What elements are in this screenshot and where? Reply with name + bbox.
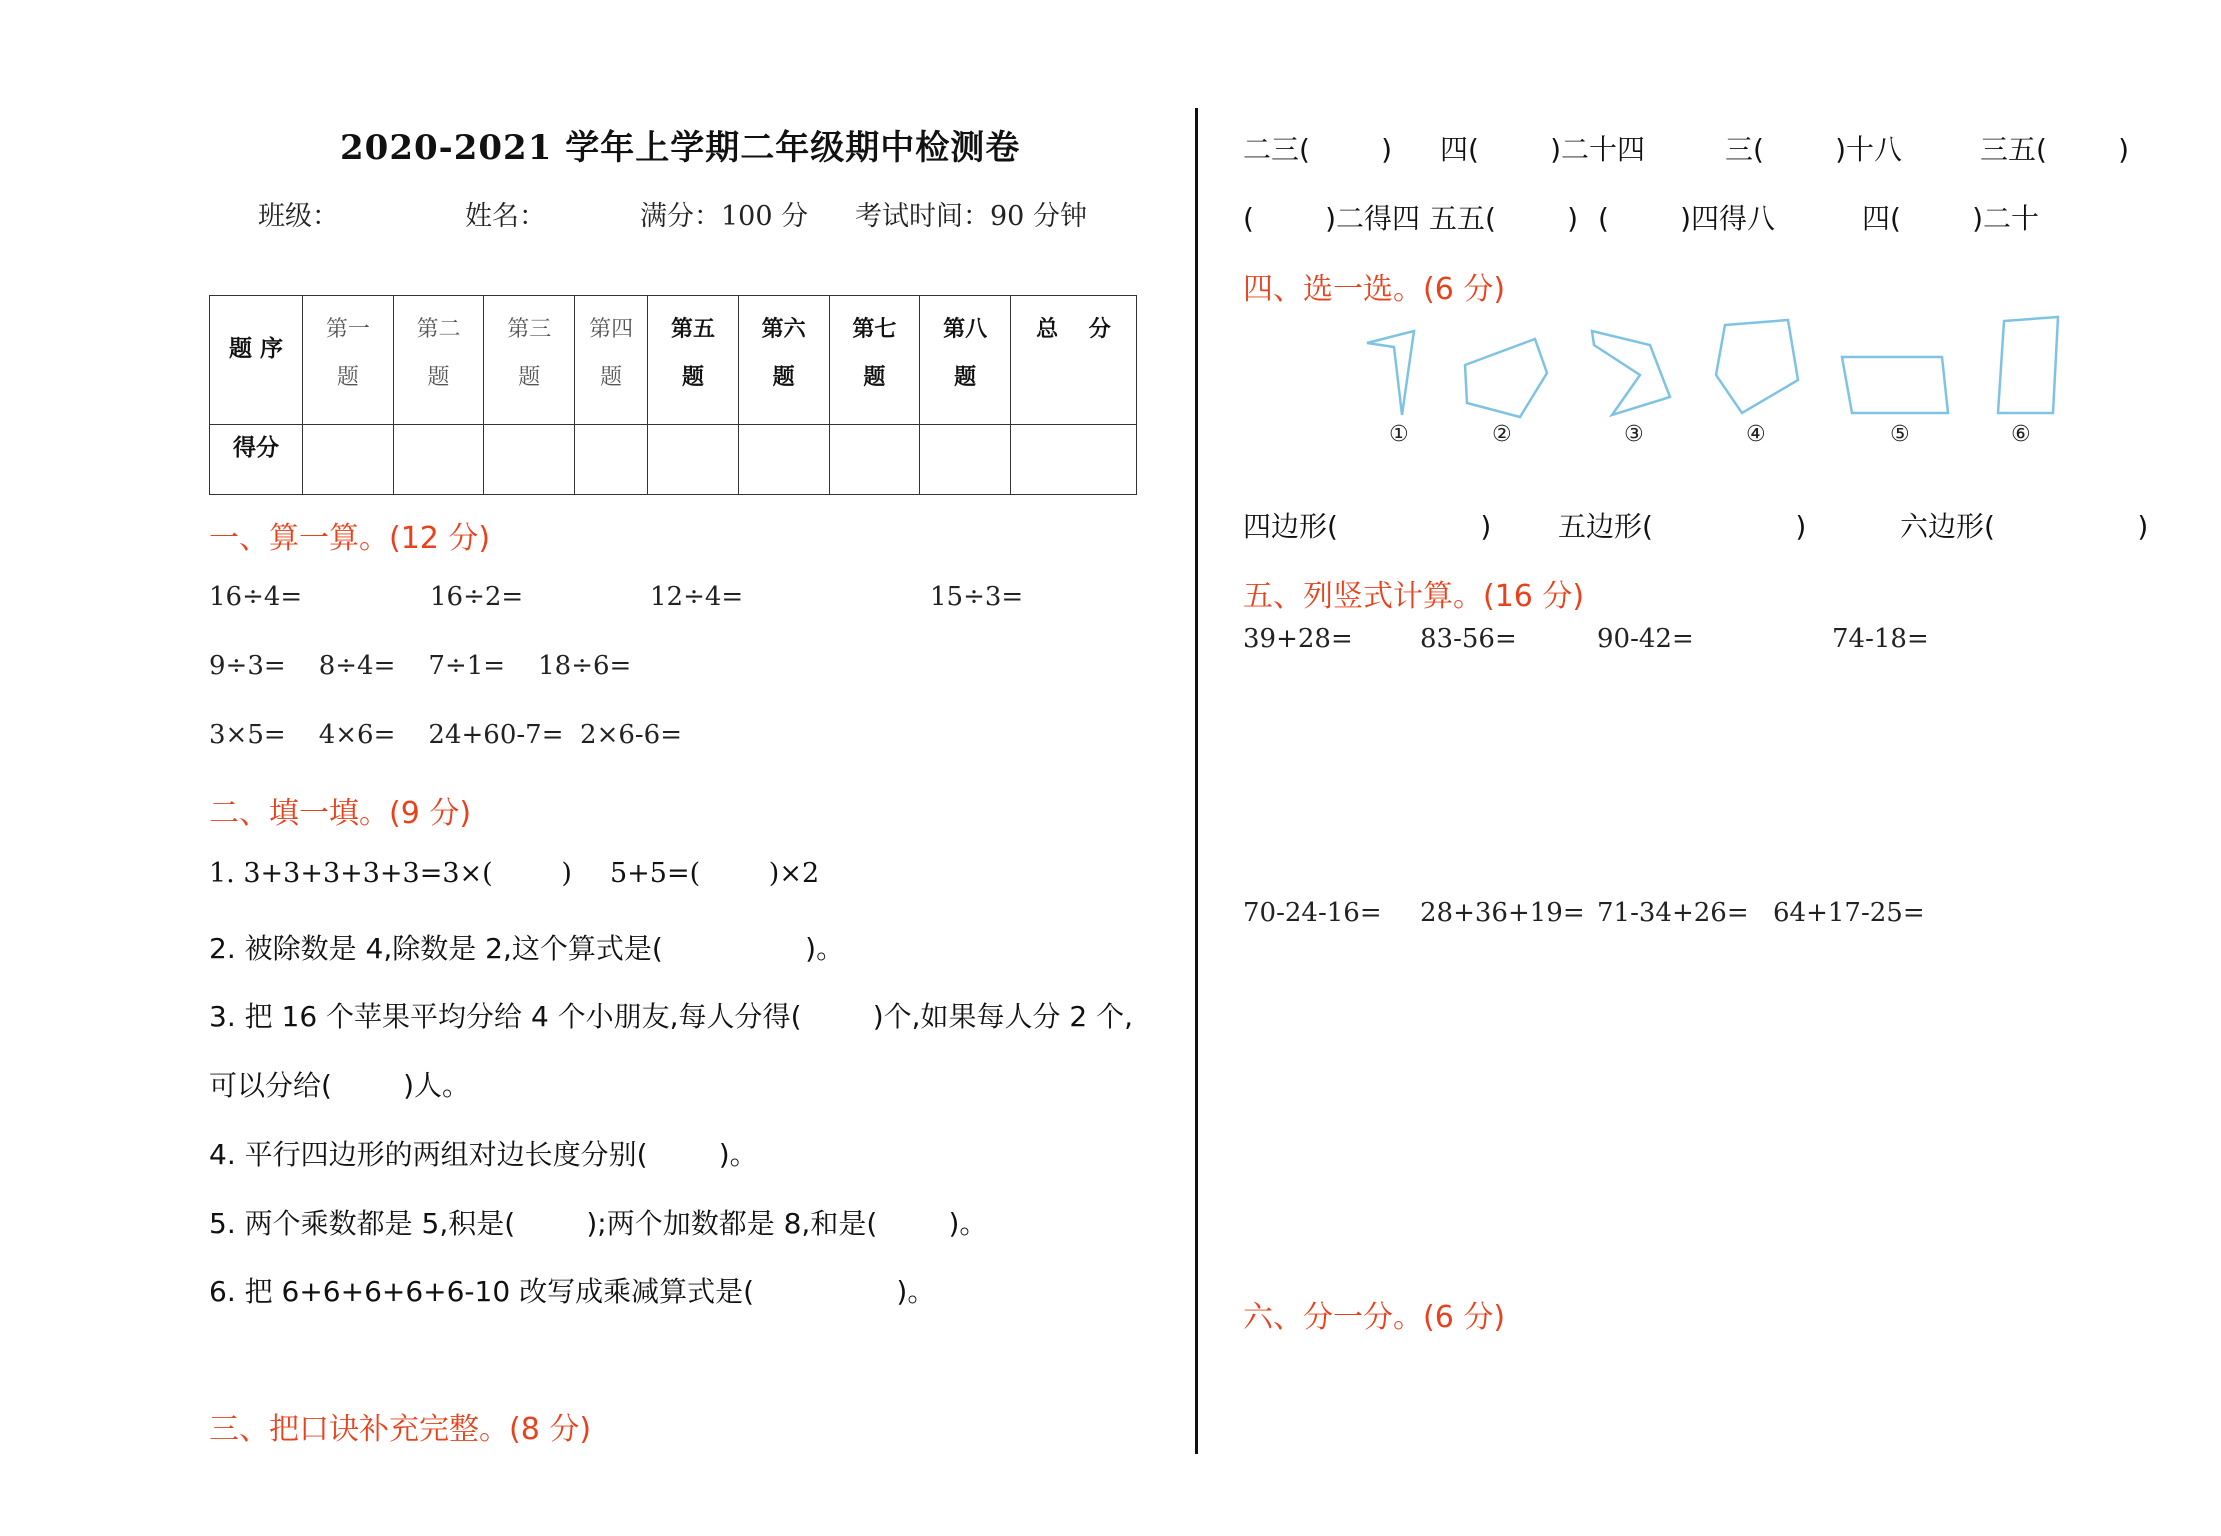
col-4: 第四 题 [575,296,648,425]
answer-pentagon: 五边形( ) [1558,510,1807,543]
vertical-calc-item: 28+36+19= [1420,898,1585,928]
shape-6-quadrilateral [1998,317,2058,413]
exam-time: 考试时间：90 分钟 [855,201,1087,232]
rhyme-item: 二三( ) [1243,133,1393,166]
col-7: 第七 题 [829,296,920,425]
shape-2-pentagon [1465,339,1547,417]
rhyme-item: 四( )二十 [1862,202,2040,235]
answer-hexagon: 六边形( ) [1900,510,2149,543]
fill-question-3: 3. 把 16 个苹果平均分给 4 个小朋友,每人分得( )个,如果每人分 2 个, [209,1000,1134,1033]
fill-question-6: 6. 把 6+6+6+6+6-10 改写成乘减算式是( )。 [209,1275,936,1308]
shape-number: ④ [1746,422,1766,447]
col-3: 第三 题 [484,296,575,425]
section1-title: 一、算一算。(12 分) [209,521,491,556]
calc-row: 3×5= 4×6= 24+60-7= 2×6-6= [209,720,683,750]
section2-title: 二、填一填。(9 分) [209,796,472,831]
answer-quadrilateral: 四边形( ) [1243,510,1492,543]
full-score: 满分：100 分 [640,201,809,232]
calc-item: 16÷2= [430,582,524,612]
col-total: 总 分 [1011,296,1137,425]
page-title: 2020-2021 学年上学期二年级期中检测卷 [340,128,1021,168]
section6-title: 六、分一分。(6 分) [1243,1300,1506,1335]
vertical-calc-item: 71-34+26= [1597,898,1749,928]
fill-question-1b: 5+5=( )×2 [610,858,820,889]
calc-row: 9÷3= 8÷4= 7÷1= 18÷6= [209,651,632,681]
column-divider [1195,108,1198,1454]
score-table-score-row [210,425,1137,495]
calc-item: 12÷4= [650,582,744,612]
vertical-calc-item: 74-18= [1832,624,1929,654]
calc-item: 16÷4= [209,582,303,612]
score-cell[interactable] [575,425,648,495]
vertical-calc-item: 39+28= [1243,624,1353,654]
vertical-calc-item: 90-42= [1597,624,1694,654]
score-cell[interactable] [829,425,920,495]
name-label: 姓名： [465,201,546,232]
vertical-calc-item: 70-24-16= [1243,898,1382,928]
score-cell[interactable] [648,425,739,495]
shape-1-quadrilateral [1367,331,1414,415]
score-cell[interactable] [920,425,1011,495]
fill-question-2: 2. 被除数是 4,除数是 2,这个算式是( )。 [209,932,845,965]
shape-number: ⑤ [1890,422,1910,447]
shape-number: ② [1492,422,1512,447]
shape-4-pentagon [1716,320,1798,413]
col-2: 第二 题 [393,296,484,425]
calc-item: 15÷3= [930,582,1024,612]
fill-question-3-cont: 可以分给( )人。 [209,1069,471,1102]
rhyme-item: ( )二得四 五五( ) [1243,202,1579,235]
section4-title: 四、选一选。(6 分) [1243,272,1506,307]
rhyme-item: ( )四得八 [1598,202,1776,235]
col-8: 第八 题 [920,296,1011,425]
col-5: 第五 题 [648,296,739,425]
vertical-calc-item: 83-56= [1420,624,1517,654]
section3-title: 三、把口诀补充完整。(8 分) [209,1412,592,1447]
score-table [209,295,1137,495]
rhyme-item: 四( )二十四 [1440,133,1646,166]
section5-title: 五、列竖式计算。(16 分) [1243,579,1585,614]
vertical-calc-item: 64+17-25= [1773,898,1925,928]
score-cell[interactable] [738,425,829,495]
fill-question-1a: 1. 3+3+3+3+3=3×( ) [209,858,572,889]
shape-number: ① [1389,422,1409,447]
rhyme-item: 三五( ) [1980,133,2130,166]
row-label-question: 题 序 [210,296,303,425]
score-cell[interactable] [393,425,484,495]
shape-5-quadrilateral [1842,357,1948,413]
col-6: 第六 题 [738,296,829,425]
class-label: 班级： [258,201,339,232]
score-cell[interactable] [484,425,575,495]
rhyme-item: 三( )十八 [1725,133,1903,166]
shape-3-hexagon [1592,331,1670,415]
shape-number: ③ [1624,422,1644,447]
row-label-score: 得分 [210,425,303,495]
shape-number: ⑥ [2011,422,2031,447]
score-cell[interactable] [1011,425,1137,495]
fill-question-5: 5. 两个乘数都是 5,积是( );两个加数都是 8,和是( )。 [209,1207,988,1240]
score-table-header-row [210,296,1137,425]
col-1: 第一 题 [303,296,394,425]
shapes-figure [1350,305,2070,435]
score-cell[interactable] [303,425,394,495]
fill-question-4: 4. 平行四边形的两组对边长度分别( )。 [209,1138,758,1171]
